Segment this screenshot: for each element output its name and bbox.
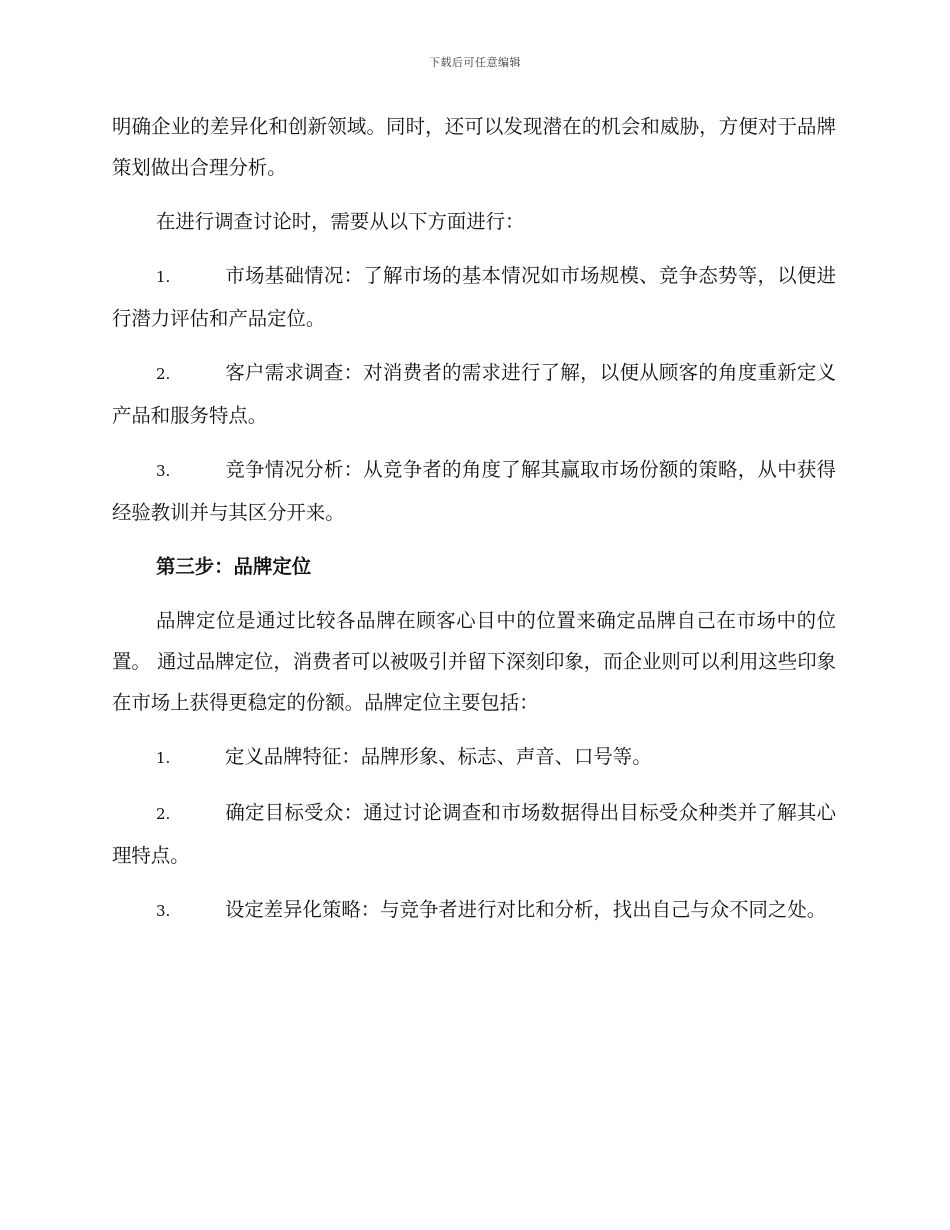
positioning-paragraph: 品牌定位是通过比较各品牌在顾客心目中的位置来确定品牌自己在市场中的位置。 通过品牌定位，消费者可以被吸引并留下深刻印象，而企业则可以利用这些印象在市场上获得更稳定的份额。品牌定位主要包括： <box>112 609 836 714</box>
page-header: 下载后可任意编辑 <box>429 56 521 69</box>
list-item-text: 确定目标受众：通过讨论调查和市场数据得出目标受众种类并了解其心理特点。 <box>112 801 836 867</box>
list-number: 2. <box>156 805 171 823</box>
continuation-paragraph: 明确企业的差异化和创新领域。同时，还可以发现潜在的机会和威胁，方便对于品牌策划做出合理分析。 <box>112 115 836 179</box>
document-body <box>112 106 836 945</box>
list-number: 1. <box>156 268 171 286</box>
list-item-text: 竞争情况分析：从竞争者的角度了解其赢取市场份额的策略，从中获得经验教训并与其区分开来。 <box>112 458 836 524</box>
survey-list-item-3 <box>112 449 836 533</box>
list-number: 3. <box>156 902 171 920</box>
list-item-text: 定义品牌特征：品牌形象、标志、声音、口号等。 <box>225 745 652 768</box>
section-heading: 第三步：品牌定位 <box>156 555 312 578</box>
survey-lead-paragraph: 在进行调查讨论时，需要从以下方面进行： <box>156 210 525 233</box>
list-number: 2. <box>156 365 171 383</box>
positioning-list-item-2 <box>112 792 836 876</box>
survey-list-item-1 <box>112 255 836 339</box>
positioning-list-item-1 <box>112 736 836 779</box>
list-item-text: 客户需求调查：对消费者的需求进行了解，以便从顾客的角度重新定义产品和服务特点。 <box>112 361 836 427</box>
survey-list-item-2 <box>112 352 836 436</box>
list-item-text: 设定差异化策略：与竞争者进行对比和分析，找出自己与众不同之处。 <box>225 898 827 921</box>
list-number: 3. <box>156 462 171 480</box>
positioning-list-item-3 <box>112 889 836 932</box>
list-number: 1. <box>156 749 171 767</box>
list-item-text: 市场基础情况：了解市场的基本情况如市场规模、竞争态势等，以便进行潜力评估和产品定位。 <box>112 264 836 330</box>
